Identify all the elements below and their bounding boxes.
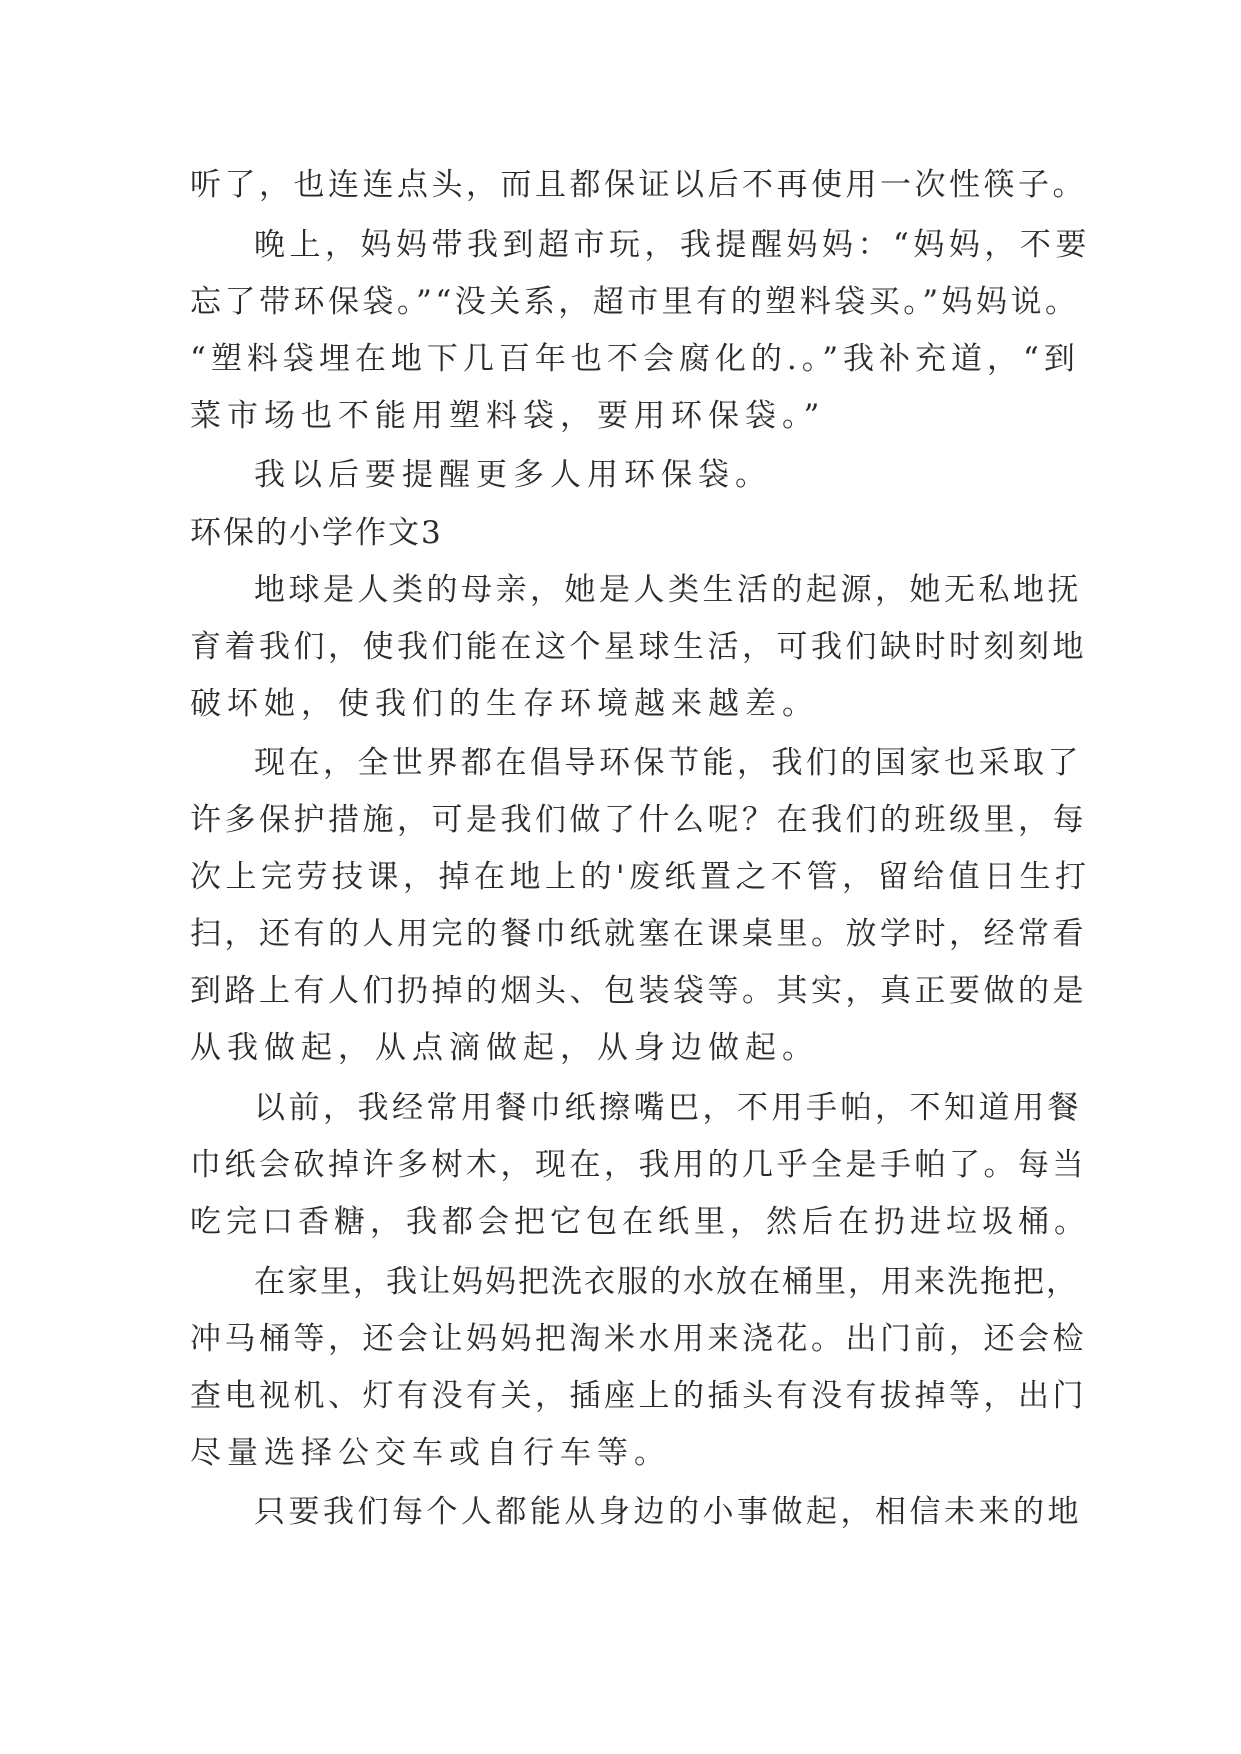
paragraph-first-line: 只要我们每个人都能从身边的小事做起，相信未来的地: [254, 1494, 1082, 1530]
text-line: 破坏她，使我们的生存环境越来越差。: [190, 686, 819, 722]
paragraph-first-line: 我以后要提醒更多人用环保袋。: [254, 457, 772, 493]
text-line: 冲马桶等，还会让妈妈把淘米水用来浇花。出门前，还会检: [190, 1321, 1087, 1357]
paragraph-first-line: 以前，我经常用餐巾纸擦嘴巴，不用手帕，不知道用餐: [254, 1090, 1082, 1126]
text-line: 次上完劳技课，掉在地上的'废纸置之不管，留给值日生打: [190, 859, 1091, 895]
text-line: 巾纸会砍掉许多树木，现在，我用的几乎全是手帕了。每当: [190, 1147, 1087, 1183]
paragraph-first-line: 现在，全世界都在倡导环保节能，我们的国家也采取了: [254, 745, 1082, 781]
text-line: 菜市场也不能用塑料袋，要用环保袋。”: [190, 398, 826, 434]
text-line: 尽量选择公交车或自行车等。: [190, 1435, 671, 1471]
text-line: “塑料袋埋在地下几百年也不会腐化的.。”我补充道，“到: [190, 341, 1080, 377]
section-heading: 环保的小学作文3: [190, 515, 443, 551]
text-line: 扫，还有的人用完的餐巾纸就塞在课桌里。放学时，经常看: [190, 916, 1087, 952]
text-line: 吃完口香糖，我都会把它包在纸里，然后在扔进垃圾桶。: [190, 1204, 1090, 1240]
text-line: 到路上有人们扔掉的烟头、包装袋等。其实，真正要做的是: [190, 973, 1087, 1009]
text-line: 查电视机、灯有没有关，插座上的插头有没有拔掉等，出门: [190, 1378, 1087, 1414]
text-line: 听了，也连连点头，而且都保证以后不再使用一次性筷子。: [190, 167, 1087, 203]
paragraph-first-line: 晚上，妈妈带我到超市玩，我提醒妈妈：“妈妈，不要: [254, 227, 1091, 263]
text-line: 许多保护措施，可是我们做了什么呢？在我们的班级里，每: [190, 802, 1087, 838]
paragraph-first-line: 在家里，我让妈妈把洗衣服的水放在桶里，用来洗拖把，: [254, 1264, 1079, 1300]
text-line: 从我做起，从点滴做起，从身边做起。: [190, 1030, 819, 1066]
paragraph-first-line: 地球是人类的母亲，她是人类生活的起源，她无私地抚: [254, 572, 1082, 608]
text-line: 育着我们，使我们能在这个星球生活，可我们缺时时刻刻地: [190, 629, 1087, 665]
text-line: 忘了带环保袋。”“没关系，超市里有的塑料袋买。”妈妈说。: [190, 284, 1080, 320]
